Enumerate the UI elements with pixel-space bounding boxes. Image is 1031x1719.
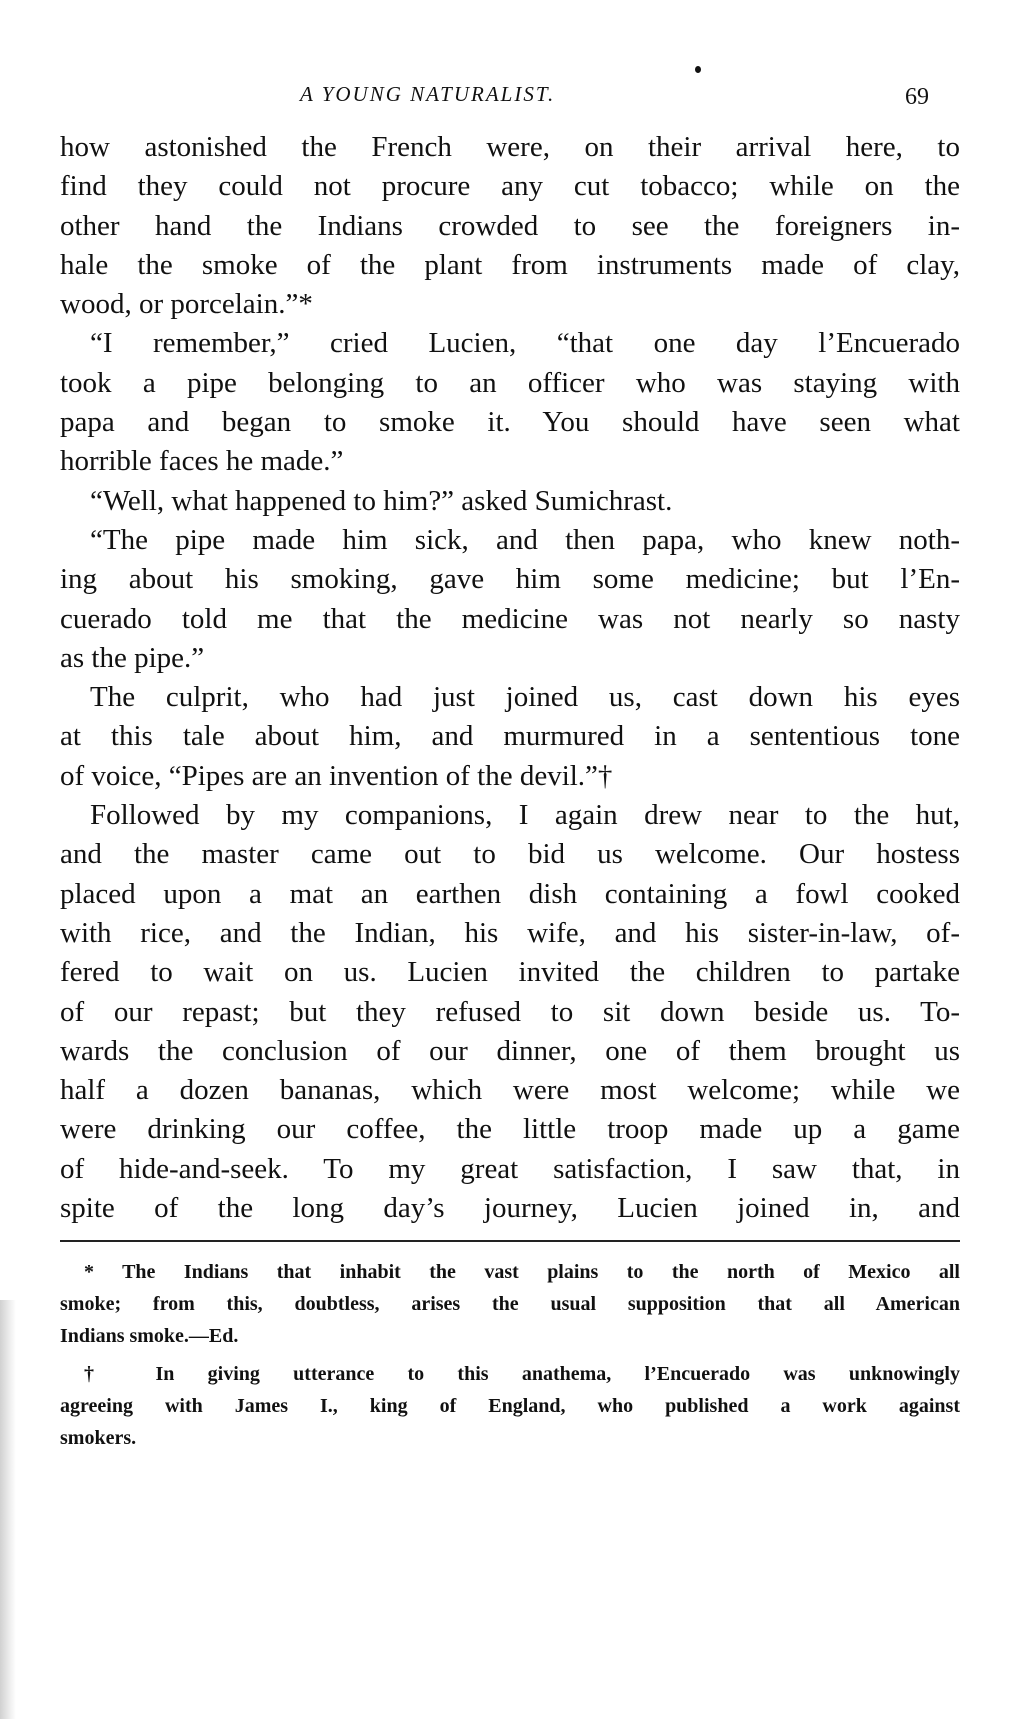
text-line: how astonished the French were, on their arrival here, to — [60, 131, 960, 163]
text-line: “The pipe made him sick, and then papa, who knew noth- — [90, 523, 960, 556]
running-head — [0, 82, 1031, 116]
footnote-line: † In giving utterance to this anathema, l’Encuerado was unknowingly — [84, 1363, 960, 1385]
page-number: 69 — [905, 84, 929, 110]
footnote-line: agreeing with James I., king of England, who published a work against — [60, 1395, 960, 1417]
text-line: The culprit, who had just joined us, cast down his eyes — [90, 681, 960, 714]
ink-speck — [695, 66, 701, 73]
footnote-1 — [60, 1256, 960, 1352]
text-line: hale the smoke of the plant from instruments made of clay, — [60, 248, 960, 281]
text-line: Followed by my companions, I again drew near to the hut, — [90, 799, 960, 832]
footnote-2 — [60, 1358, 960, 1454]
footnote-line: smoke; from this, doubtless, arises the usual supposition that all American — [60, 1293, 960, 1315]
text-line: of our repast; but they refused to sit down beside us. To- — [60, 995, 960, 1028]
running-title: A YOUNG NATURALIST. — [300, 82, 556, 106]
text-line: horrible faces he made.” — [60, 445, 344, 478]
text-line: of voice, “Pipes are an invention of the devil.”† — [60, 759, 613, 792]
page-gutter-shadow — [0, 1300, 16, 1719]
text-line: with rice, and the Indian, his wife, and his sister-in-law, of- — [60, 916, 960, 949]
text-line: at this tale about him, and murmured in a sententious tone — [60, 720, 960, 753]
text-line: find they could not procure any cut tobacco; while on the — [60, 170, 960, 203]
text-line: of hide-and-seek. To my great satisfaction, I saw that, in — [60, 1152, 960, 1185]
text-line: “I remember,” cried Lucien, “that one day l’Encuerado — [90, 327, 960, 360]
text-line: as the pipe.” — [60, 641, 205, 674]
text-line: other hand the Indians crowded to see the foreigners in- — [60, 209, 960, 242]
text-line: wood, or porcelain.”* — [60, 288, 313, 321]
footnote-line: smokers. — [60, 1427, 137, 1449]
text-line: papa and began to smoke it. You should have seen what — [60, 406, 960, 439]
text-line: and the master came out to bid us welcome. Our hostess — [60, 838, 960, 871]
footnote-line: Indians smoke.—Ed. — [60, 1325, 239, 1347]
text-line: “Well, what happened to him?” asked Sumichrast. — [90, 484, 673, 517]
footnotes — [60, 1256, 960, 1454]
footnote-rule — [60, 1240, 960, 1242]
text-line: placed upon a mat an earthen dish containing a fowl cooked — [60, 877, 960, 910]
footnote-line: * The Indians that inhabit the vast plains to the north of Mexico all — [84, 1261, 960, 1283]
text-line: fered to wait on us. Lucien invited the children to partake — [60, 956, 960, 989]
text-line: spite of the long day’s journey, Lucien joined in, and — [60, 1192, 960, 1225]
text-line: wards the conclusion of our dinner, one of them brought us — [60, 1034, 960, 1067]
text-line: cuerado told me that the medicine was not nearly so nasty — [60, 602, 960, 635]
text-line: half a dozen bananas, which were most welcome; while we — [60, 1074, 960, 1107]
text-line: were drinking our coffee, the little troop made up a game — [60, 1113, 960, 1146]
text-line: took a pipe belonging to an officer who was staying with — [60, 366, 960, 399]
body-text — [60, 128, 960, 1228]
text-line: ing about his smoking, gave him some medicine; but l’En- — [60, 563, 960, 596]
